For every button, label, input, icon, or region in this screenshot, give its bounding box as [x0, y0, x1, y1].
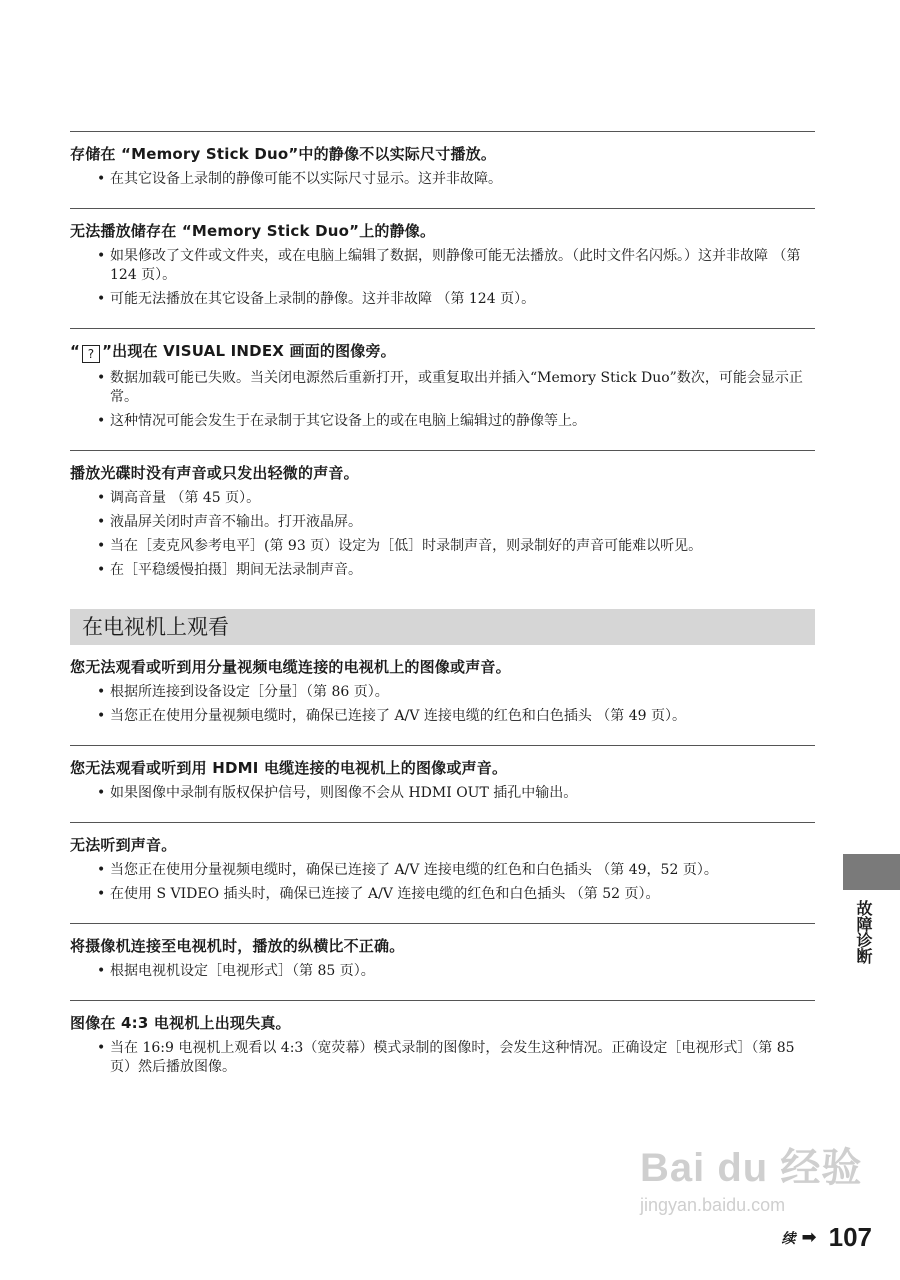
list-item: • 在［平稳缓慢拍摄］期间无法录制声音。: [110, 561, 815, 580]
section-cannot-play-still: [70, 209, 815, 328]
section-heading: 您无法观看或听到用分量视频电缆连接的电视机上的图像或声音。: [70, 658, 511, 676]
watermark-url: jingyan.baidu.com: [640, 1195, 786, 1215]
heading-prefix: “: [70, 342, 81, 360]
side-tab-label: 故障诊断: [854, 900, 873, 964]
bullet-list: [70, 784, 815, 803]
bullet-list: [70, 489, 815, 580]
section-heading: 无法听到声音。: [70, 836, 177, 854]
list-item: • 根据电视机设定［电视形式］（第 85 页）。: [110, 962, 815, 981]
list-item: • 调高音量 （第 45 页）。: [110, 489, 815, 508]
list-item: • 可能无法播放在其它设备上录制的静像。这并非故障 （第 124 页）。: [110, 290, 815, 309]
section-question-icon: [70, 329, 815, 450]
section-hdmi-cable: [70, 746, 815, 822]
right-arrow-icon: ➡: [801, 1227, 817, 1248]
bullet-list: [70, 247, 815, 309]
main-content: [70, 131, 815, 1096]
section-title-bar: 在电视机上观看: [70, 609, 815, 645]
bullet-list: [70, 1039, 815, 1077]
section-heading: 图像在 4:3 电视机上出现失真。: [70, 1014, 291, 1032]
continued-label: 续: [781, 1230, 796, 1247]
list-item: • 如果图像中录制有版权保护信号，则图像不会从 HDMI OUT 插孔中输出。: [110, 784, 815, 803]
section-heading: 存储在 “Memory Stick Duo”中的静像不以实际尺寸播放。: [70, 145, 497, 163]
page-footer: [782, 1222, 872, 1253]
bullet-list: [70, 962, 815, 981]
watermark-logo: Bai du 经验: [640, 1146, 863, 1190]
list-item: • 数据加载可能已失败。当关闭电源然后重新打开，或重复取出并插入“Memory Stick Duo”数次，可能会显示正常。: [110, 369, 815, 407]
section-no-sound: [70, 823, 815, 923]
bullet-list: [70, 683, 815, 726]
bullet-list: [70, 861, 815, 904]
bullet-list: [70, 170, 815, 189]
list-item: • 在使用 S VIDEO 插头时，确保已连接了 A/V 连接电缆的红色和白色插头 （第 52 页）。: [110, 885, 815, 904]
list-item: • 当您正在使用分量视频电缆时，确保已连接了 A/V 连接电缆的红色和白色插头 （第 49，52 页）。: [110, 861, 815, 880]
section-component-cable: [70, 651, 815, 745]
section-heading: 您无法观看或听到用 HDMI 电缆连接的电视机上的图像或声音。: [70, 759, 508, 777]
list-item: • 液晶屏关闭时声音不输出。打开液晶屏。: [110, 513, 815, 532]
list-item: • 当在 16:9 电视机上观看以 4:3（宽荧幕）模式录制的图像时，会发生这种情况。正确设定［电视形式］（第 85 页）然后播放图像。: [110, 1039, 815, 1077]
watermark: [640, 1136, 862, 1216]
section-no-sound-disc: [70, 451, 815, 599]
heading-suffix: ”出现在 VISUAL INDEX 画面的图像旁。: [102, 342, 396, 360]
list-item: • 在其它设备上录制的静像可能不以实际尺寸显示。这并非故障。: [110, 170, 815, 189]
section-distortion: [70, 1001, 815, 1096]
page-number: 107: [828, 1222, 872, 1252]
section-memory-stick-size: [70, 132, 815, 208]
side-tab-marker: [843, 854, 900, 890]
section-aspect-ratio: [70, 924, 815, 1000]
bullet-list: [70, 369, 815, 431]
section-heading: [70, 341, 815, 363]
list-item: • 当在［麦克风参考电平］(第 93 页）设定为［低］时录制声音，则录制好的声音可能难以听见。: [110, 537, 815, 556]
list-item: • 根据所连接到设备设定［分量］（第 86 页）。: [110, 683, 815, 702]
list-item: • 当您正在使用分量视频电缆时，确保已连接了 A/V 连接电缆的红色和白色插头 （第 49 页）。: [110, 707, 815, 726]
question-mark-icon: ?: [82, 345, 100, 363]
list-item: • 如果修改了文件或文件夹，或在电脑上编辑了数据，则静像可能无法播放。（此时文件名闪烁。）这并非故障 （第 124 页）。: [110, 247, 815, 285]
section-heading: 播放光碟时没有声音或只发出轻微的声音。: [70, 464, 359, 482]
section-heading: 将摄像机连接至电视机时，播放的纵横比不正确。: [70, 937, 405, 955]
list-item: • 这种情况可能会发生于在录制于其它设备上的或在电脑上编辑过的静像等上。: [110, 412, 815, 431]
section-heading: 无法播放储存在 “Memory Stick Duo”上的静像。: [70, 222, 436, 240]
